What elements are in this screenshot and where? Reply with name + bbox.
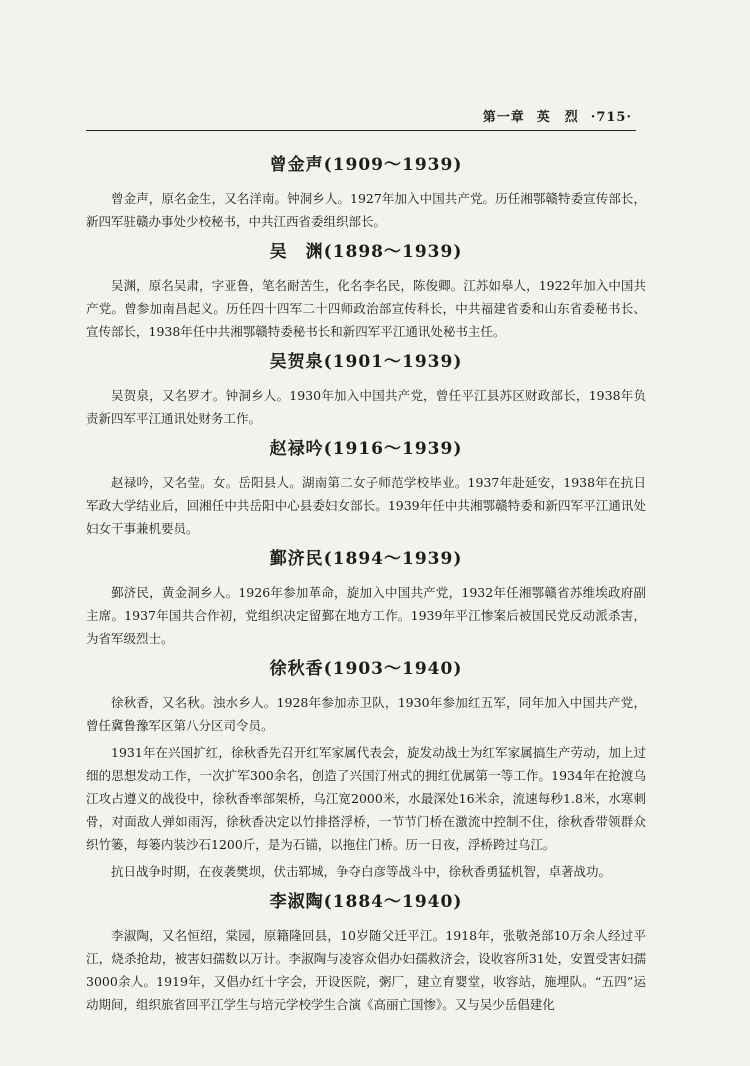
entry-wu-hequan bbox=[86, 347, 646, 430]
entry-zeng-jinsheng bbox=[86, 150, 646, 233]
section-label: 英 烈 bbox=[536, 110, 579, 125]
entry-li-shutao bbox=[86, 887, 646, 1016]
entry-title: 吴 渊(1898～1939) bbox=[269, 242, 463, 262]
entry-paragraph: 曾金声，原名金生，又名洋南。钟洞乡人。1927年加入中国共产党。历任湘鄂赣特委宣传部长，新四军驻赣办事处少校秘书，中共江西省委组织部长。 bbox=[86, 191, 646, 229]
entry-wu-yuan bbox=[86, 237, 646, 343]
page-number: ·715· bbox=[590, 110, 632, 125]
entry-title: 曾金声(1909～1939) bbox=[269, 155, 463, 175]
entry-paragraph: 吴贺泉，又名罗才。钟洞乡人。1930年加入中国共产党，曾任平江县苏区财政部长，1938年负责新四军平江通讯处财务工作。 bbox=[86, 388, 646, 426]
entry-title: 鄞济民(1894～1939) bbox=[269, 549, 463, 569]
entry-yin-jimin bbox=[86, 544, 646, 650]
entry-paragraph: 赵禄吟，又名莹。女。岳阳县人。湖南第二女子师范学校毕业。1937年赴延安，1938年在抗日军政大学结业后，回湘任中共岳阳中心县委妇女部长。1939年任中共湘鄂赣特委和新四军平江通讯处妇女干事兼机要员。 bbox=[86, 475, 646, 536]
entry-title: 李淑陶(1884～1940) bbox=[269, 892, 463, 912]
entry-paragraph: 鄞济民，黄金洞乡人。1926年参加革命，旋加入中国共产党，1932年任湘鄂赣省苏维埃政府副主席。1937年国共合作初，党组织决定留鄞在地方工作。1939年平江惨案后被国民党反动派杀害，为省军级烈士。 bbox=[86, 585, 646, 646]
chapter-label: 第一章 bbox=[482, 110, 525, 125]
entry-paragraph: 1931年在兴国扩红，徐秋香先召开红军家属代表会，旋发动战士为红军家属搞生产劳动，加上过细的思想发动工作，一次扩军300余名，创造了兴国汀州式的拥红优属第一等工作。1934年在抢渡乌江攻占遵义的战役中，徐秋香率部架桥，乌江宽2000米，水最深处16米余，流速每秒1.8米，水寒刺骨，对面敌人弹如雨泻，徐秋香决定以竹排搭浮桥，一节节门桥在激流中控制不住，徐秋香带领群众织竹篓，每篓内装沙石1200斤，是为石锚，以拖住门桥。历一日夜，浮桥跨过乌江。 bbox=[86, 745, 646, 852]
header-rule bbox=[86, 130, 636, 131]
entry-paragraph: 徐秋香，又名秋。浊水乡人。1928年参加赤卫队，1930年参加红五军，同年加入中国共产党，曾任冀鲁豫军区第八分区司令员。 bbox=[86, 695, 646, 733]
page-body bbox=[86, 150, 646, 1020]
entry-paragraph: 抗日战争时期，在夜袭樊坝，伏击郓城，争夺白彦等战斗中，徐秋香勇猛机智，卓著战功。 bbox=[111, 864, 612, 879]
entry-title: 徐秋香(1903～1940) bbox=[269, 659, 463, 679]
entry-paragraph: 吴渊，原名吴肃，字亚鲁，笔名耐苦生，化名李名民，陈俊卿。江苏如皋人，1922年加入中国共产党。曾参加南昌起义。历任四十四军二十四师政治部宣传科长，中共福建省委和山东省委秘书长、宣传部长，1938年任中共湘鄂赣特委秘书长和新四军平江通讯处秘书主任。 bbox=[86, 278, 646, 339]
entry-paragraph: 李淑陶，又名恒绍，棠园，原籍隆回县，10岁随父迁平江。1918年，张敬尧部10万余人经过平江，烧杀抢劫，被害妇孺数以万计。李淑陶与凌容众倡办妇孺救济会，设收容所31处，安置受害妇孺3000余人。1919年，又倡办红十字会，开设医院，粥厂，建立育婴堂，收容站，施埋队。“五四”运动期间，组织旅省回平江学生与培元学校学生合演《高丽亡国惨》。又与吴少岳倡建化 bbox=[86, 928, 646, 1012]
entry-title: 赵禄吟(1916～1939) bbox=[269, 439, 463, 459]
entry-zhao-luyin bbox=[86, 434, 646, 540]
running-header bbox=[0, 106, 632, 125]
entry-xu-qiuxiang bbox=[86, 654, 646, 883]
entry-title: 吴贺泉(1901～1939) bbox=[269, 352, 463, 372]
